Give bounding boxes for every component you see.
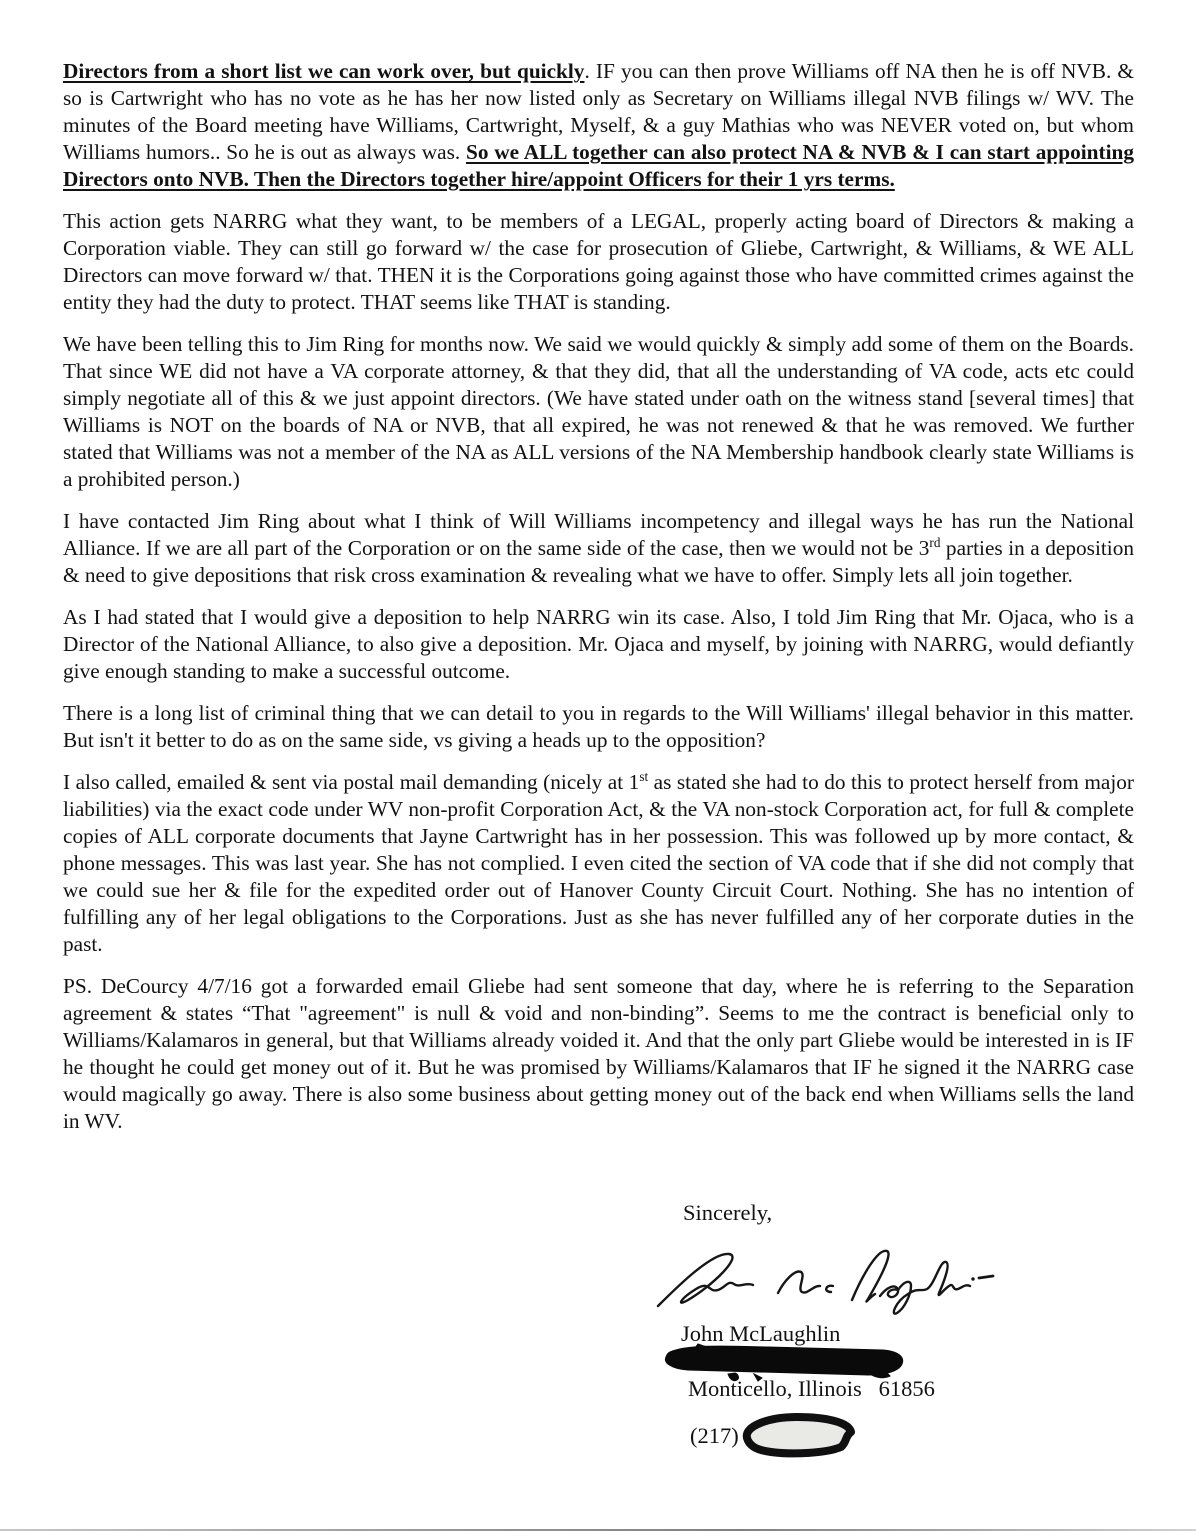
paragraph: As I had stated that I would give a deposition to help NARRG win its case. Also, I told Jim Ring that Mr. Ojaca, who is a Director of the National Alliance, to also give a deposition. Mr. Ojaca and myself, by joining with NARRG, would defiantly give enough standing to make a successful outcome. — [63, 605, 1134, 683]
scan-edge-artifact — [0, 1529, 1196, 1531]
phone-area-code: (217) — [690, 1423, 739, 1448]
paragraph: This action gets NARRG what they want, to be members of a LEGAL, properly acting board of Directors & making a Corporation viable. They can still go forward w/ the case for prosecution of Gliebe, Cartwright, & Williams, & WE ALL Directors can move forward w/ that. THEN it is the Corporations going against those who have committed crimes against the entity they had the duty to protect. THAT seems like THAT is standing. — [63, 209, 1134, 314]
handwritten-signature-image — [654, 1238, 1002, 1320]
closing-salutation: Sincerely, — [683, 1200, 773, 1225]
phone-redaction-mark — [741, 1412, 859, 1458]
city-state-zip: Monticello, Illinois 61856 — [688, 1376, 935, 1401]
paragraph: PS. DeCourcy 4/7/16 got a forwarded email Gliebe had sent someone that day, where he is referring to the Separation agreement & states “That "agreement" is null & void and non-binding”. Seems to me the contract is beneficial only to Williams/Kalamaros in general, but that Williams already voided it. And that the only part Gliebe would be interested in is IF he thought he could get money out of it. But he was promised by Williams/Kalamaros that IF he signed it the NARRG case would magically go away. There is also some business about getting money out of the back end when Williams sells the land in WV. — [63, 974, 1134, 1133]
paragraph: I also called, emailed & sent via postal mail demanding (nicely at 1st as stated she had to do this to protect herself from major liabilities) via the exact code under WV non-profit Corporation Act, & the VA non-stock Corporation act, for full & complete copies of ALL corporate documents that Jayne Cartwright has in her possession. This was followed up by more contact, & phone messages. This was last year. She has not complied. I even cited the section of VA code that if she did not comply that we could sue her & file for the expedited order out of Hanover County Circuit Court. Nothing. She has no intention of fulfilling any of her legal obligations to the Corporations. Just as she has never fulfilled any of her corporate duties in the past. — [63, 768, 1134, 956]
signer-name: John McLaughlin — [681, 1321, 841, 1346]
paragraph: We have been telling this to Jim Ring for months now. We said we would quickly & simply add some of them on the Boards. That since WE did not have a VA corporate attorney, & that they did, that all the understanding of VA code, acts etc could simply negotiate all of this & we just appoint directors. (We have stated under oath on the witness stand [several times] that Williams is NOT on the boards of NA or NVB, that all expired, he was not renewed & that he was removed. We further stated that Williams was not a member of the NA as ALL versions of the NA Membership handbook clearly state Williams is a prohibited person.) — [63, 332, 1134, 491]
paragraph: I have contacted Jim Ring about what I think of Will Williams incompetency and illegal ways he has run the National Alliance. If we are all part of the Corporation or on the same side of the case, then we would not be 3rd parties in a deposition & need to give depositions that risk cross examination & revealing what we have to offer. Simply lets all join together. — [63, 509, 1134, 587]
paragraph: Directors from a short list we can work over, but quickly. IF you can then prove Williams off NA then he is off NVB. & so is Cartwright who has no vote as he has her now listed only as Secretary on Williams illegal NVB filings w/ WV. The minutes of the Board meeting have Williams, Cartwright, Myself, & a guy Mathias who was NEVER voted on, but whom Williams humors.. So he is out as always was. So we ALL together can also protect NA & NVB & I can start appointing Directors onto NVB. Then the Directors together hire/appoint Officers for their 1 yrs terms. — [63, 59, 1135, 191]
letter-body — [63, 58, 1134, 1150]
paragraph: There is a long list of criminal thing that we can detail to you in regards to the Will Williams' illegal behavior in this matter. But isn't it better to do as on the same side, vs giving a heads up to the opposition? — [63, 701, 1134, 752]
